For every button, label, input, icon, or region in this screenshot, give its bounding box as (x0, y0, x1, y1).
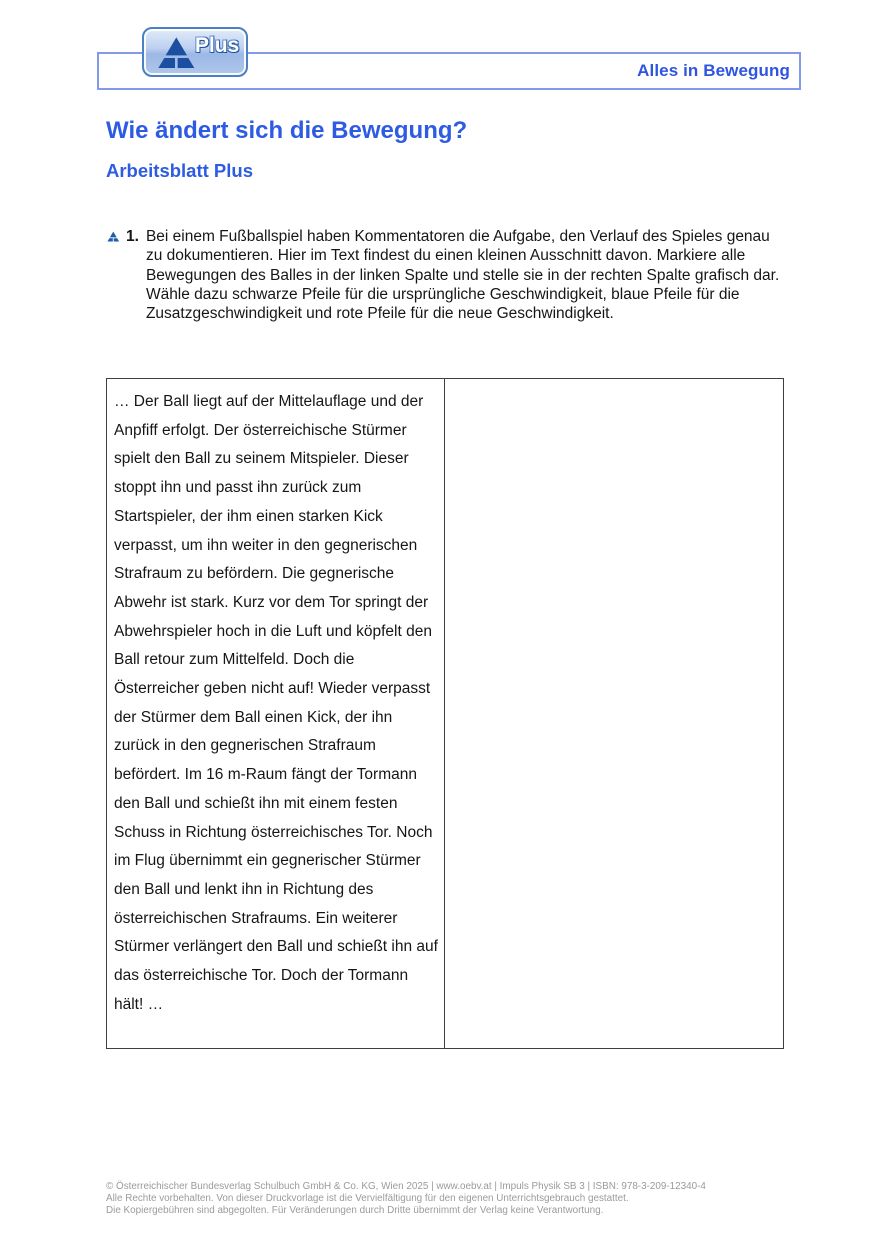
pyramid-icon (157, 33, 197, 80)
page-title: Wie ändert sich die Bewegung? (106, 117, 468, 144)
logo-plus-label: Plus (195, 34, 240, 57)
imprint-footer (106, 1181, 706, 1216)
drawing-answer-cell (445, 379, 783, 1048)
imprint-line: Die Kopiergebühren sind abgegolten. Für Veränderungen durch Dritte übernimmt der Verlag keine Verantwortung. (106, 1204, 604, 1216)
commentary-text-cell: … Der Ball liegt auf der Mittelauflage und der Anpfiff erfolgt. Der österreichische Stürmer spielt den Ball zu seinem Mitspieler. Dieser stoppt ihn und passt ihn zurück zum Startspieler, der ihm einen starken Kick verpasst, um ihn weiter in den gegnerischen Strafraum zu befördern. Die gegnerische Abwehr ist stark. Kurz vor dem Tor springt der Abwehrspieler hoch in die Luft und köpfelt den Ball retour zum Mittelfeld. Doch die Österreicher geben nicht auf! Wieder verpasst der Stürmer dem Ball einen Kick, der ihn zurück in den gegnerischen Strafraum befördert. Im 16 m-Raum fängt der Tormann den Ball und schießt ihn mit einem festen Schuss in Richtung österreichisches Tor. Noch im Flug übernimmt ein gegnerischer Stürmer den Ball und lenkt ihn in Richtung des österreichischen Strafraums. Ein weiterer Stürmer verlängert den Ball und schießt ihn auf das österreichische Tor. Doch der Tormann hält! … (107, 379, 445, 1048)
imprint-line: © Österreichischer Bundesverlag Schulbuch GmbH & Co. KG, Wien 2025 | www.oebv.at | Impuls Physik SB 3 | ISBN: 978-3-209-12340-4 (106, 1181, 706, 1192)
task-number: 1. (126, 228, 139, 245)
task-1 (107, 227, 789, 323)
imprint-line: Alle Rechte vorbehalten. Von dieser Druckvorlage ist die Vervielfältigung für den eigenen Unterrichtsgebrauch gestattet. (106, 1192, 629, 1204)
chapter-title: Alles in Bewegung (637, 61, 790, 80)
oebv-plus-logo (142, 27, 248, 77)
page-subtitle: Arbeitsblatt Plus (106, 160, 253, 181)
task-instructions: Bei einem Fußballspiel haben Kommentatoren die Aufgabe, den Verlauf des Spieles genau zu dokumentieren. Hier im Text findest du einen kleinen Ausschnitt davon. Markiere alle Bewegungen des Balles in der linken Spalte und stelle sie in der rechten Spalte grafisch dar. Wähle dazu schwarze Pfeile für die ursprüngliche Geschwindigkeit, blaue Pfeile für die Zusatzgeschwindigkeit und rote Pfeile für die neue Geschwindigkeit. (145, 228, 780, 323)
worksheet-table (106, 378, 784, 1049)
pyramid-icon (107, 230, 120, 248)
